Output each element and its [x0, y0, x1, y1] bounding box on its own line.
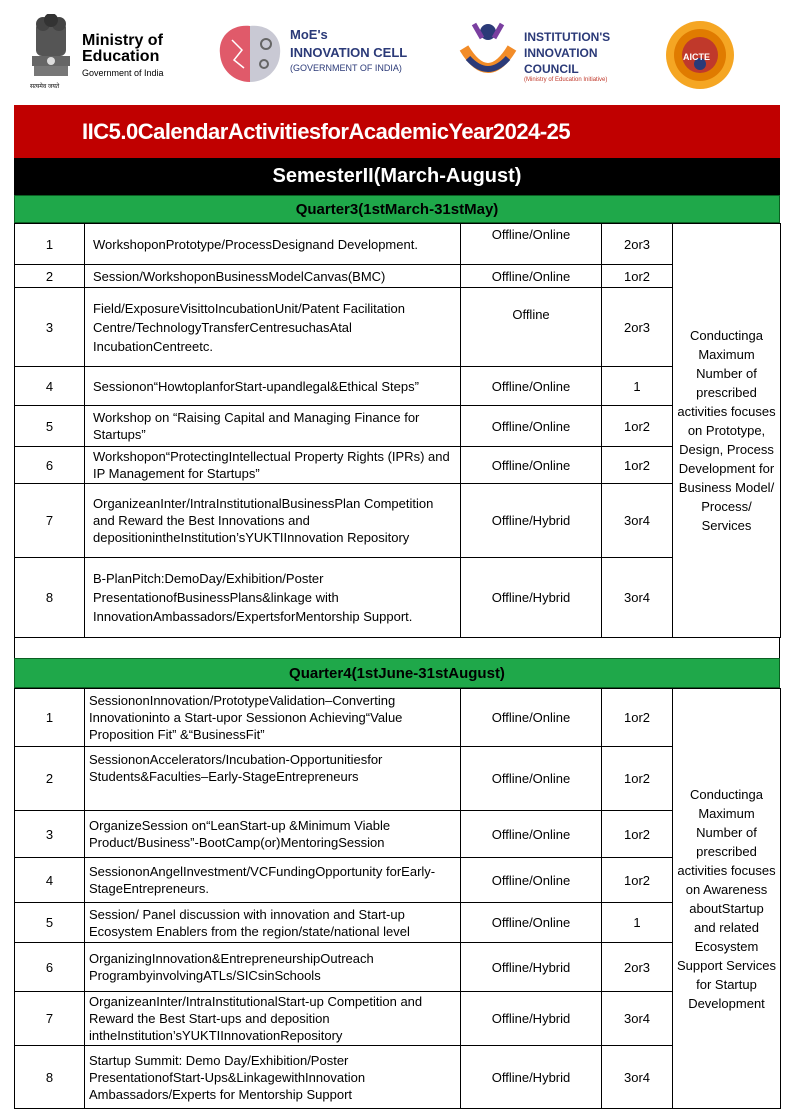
count-cell: 2or3 [602, 943, 673, 992]
semester-title: SemesterII(March-August) [272, 165, 522, 187]
iic-line2: INNOVATION [524, 46, 598, 60]
count-cell: 1or2 [602, 406, 673, 447]
row-number: 3 [15, 811, 85, 858]
row-number: 6 [15, 447, 85, 484]
row-number: 3 [15, 288, 85, 367]
activity-cell: Session/WorkshoponBusinessModelCanvas(BMC) [85, 265, 461, 288]
row-number: 7 [15, 484, 85, 558]
mode-cell: Offline/Hybrid [461, 484, 602, 558]
section-spacer [14, 638, 780, 658]
table-row [15, 689, 781, 747]
activity-cell: SessiononInnovation/PrototypeValidation–Converting Innovationinto a Start-upor Sessionon Achieving“Value Proposition Fit” &“BusinessFit” [85, 689, 461, 747]
iic-line4: (Ministry of Education Initiative) [524, 77, 608, 83]
mode-cell: Offline/Hybrid [461, 1046, 602, 1109]
row-number: 4 [15, 367, 85, 406]
row-number: 4 [15, 858, 85, 903]
ministry-subtitle: Government of India [82, 68, 164, 78]
activity-cell: OrganizingInnovation&EntrepreneurshipOutreach ProgrambyinvolvingATLs/SICsinSchools [85, 943, 461, 992]
mode-cell: Offline/Hybrid [461, 992, 602, 1046]
quarter3-table [14, 223, 781, 638]
activity-cell: SessiononAccelerators/Incubation-Opportunitiesfor Students&Faculties–Early-StageEntrepreneurs [85, 747, 461, 811]
ministry-title: Ministry of Education [82, 32, 163, 65]
mode-cell: Offline/Online [461, 747, 602, 811]
activity-cell: B-PlanPitch:DemoDay/Exhibition/Poster PresentationofBusinessPlans&linkage with InnovationAmbassadors/ExpertsforMentorship Support. [85, 558, 461, 638]
innovation-cell-line3: (GOVERNMENT OF INDIA) [290, 63, 402, 73]
quarter4-banner [14, 658, 780, 688]
innovation-cell-line1: MoE's [290, 27, 328, 42]
emblem-caption: सत्यमेव जयते [30, 84, 60, 90]
table-row [15, 903, 781, 943]
count-cell: 1or2 [602, 689, 673, 747]
innovation-cell-line2: INNOVATION CELL [290, 45, 408, 60]
row-number: 2 [15, 265, 85, 288]
row-number: 6 [15, 943, 85, 992]
count-cell: 1or2 [602, 265, 673, 288]
count-cell: 3or4 [602, 558, 673, 638]
count-cell: 1 [602, 903, 673, 943]
mode-cell: Offline/Online [461, 265, 602, 288]
mode-cell: Offline/Online [461, 903, 602, 943]
table-row [15, 288, 781, 367]
activity-cell: Workshopon“ProtectingIntellectual Property Rights (IPRs) and IP Management for Startups” [85, 447, 461, 484]
aicte-label: AICTE [683, 52, 710, 62]
table-row [15, 811, 781, 858]
activity-cell: Startup Summit: Demo Day/Exhibition/Poster PresentationofStart-Ups&LinkagewithInnovation Ambassadors/Experts for Mentorship Support [85, 1046, 461, 1109]
table-row [15, 992, 781, 1046]
table-row [15, 406, 781, 447]
row-number: 8 [15, 1046, 85, 1109]
table-row [15, 224, 781, 265]
row-number: 2 [15, 747, 85, 811]
mode-cell: Offline/Hybrid [461, 943, 602, 992]
mode-cell: Offline/Online [461, 858, 602, 903]
activity-cell: OrganizeanInter/IntraInstitutionalBusinessPlan Competition and Reward the Best Innovations and depositionintheInstitution’sYUKTIInnovation Repository [85, 484, 461, 558]
mode-cell: Offline/Online [461, 689, 602, 747]
national-emblem-icon [26, 14, 76, 88]
count-cell: 3or4 [602, 484, 673, 558]
activity-cell: OrganizeanInter/IntraInstitutionalStart-up Competition and Reward the Best Start-ups and deposition intheInstitution’sYUKTIInnovationRepository [85, 992, 461, 1046]
iic-line3: COUNCIL [524, 62, 579, 76]
mode-cell: Offline/Online [461, 811, 602, 858]
table-row [15, 447, 781, 484]
row-number: 1 [15, 689, 85, 747]
table-row [15, 484, 781, 558]
count-cell: 1 [602, 367, 673, 406]
page-title: IIC5.0CalendarActivitiesforAcademicYear2024-25 [82, 118, 571, 144]
activity-cell: Session/ Panel discussion with innovation and Start-up Ecosystem Enablers from the region/state/national level [85, 903, 461, 943]
quarter3-banner [14, 195, 780, 223]
activity-cell: WorkshoponPrototype/ProcessDesignand Development. [85, 224, 461, 265]
count-cell: 2or3 [602, 288, 673, 367]
table-row [15, 265, 781, 288]
activity-cell: SessiononAngelInvestment/VCFundingOpportunity forEarly-StageEntrepreneurs. [85, 858, 461, 903]
table-row [15, 1046, 781, 1109]
row-number: 5 [15, 406, 85, 447]
innovation-cell-brain-icon [212, 20, 288, 90]
table-row [15, 367, 781, 406]
table-row [15, 943, 781, 992]
quarter4-table [14, 688, 781, 1109]
semester-banner [14, 158, 780, 195]
quarter3-focus-note: Conductinga Maximum Number of prescribed activities focuses on Prototype, Design, Process Development for Business Model/ Process/ Services [673, 224, 781, 638]
count-cell: 1or2 [602, 447, 673, 484]
row-number: 8 [15, 558, 85, 638]
table-row [15, 558, 781, 638]
mode-cell: Offline/Online [461, 224, 602, 265]
title-banner [14, 105, 780, 158]
iic-logo-icon [454, 18, 522, 90]
activity-cell: OrganizeSession on“LeanStart-up &Minimum Viable Product/Business”-BootCamp(or)MentoringSession [85, 811, 461, 858]
row-number: 1 [15, 224, 85, 265]
activity-cell: Field/ExposureVisittoIncubationUnit/Patent Facilitation Centre/TechnologyTransferCentresuchasAtal IncubationCentreetc. [85, 288, 461, 367]
mode-cell: Offline/Online [461, 447, 602, 484]
table-row [15, 747, 781, 811]
row-number: 5 [15, 903, 85, 943]
count-cell: 3or4 [602, 1046, 673, 1109]
quarter3-heading: Quarter3(1stMarch-31stMay) [295, 200, 499, 218]
activity-cell: Workshop on “Raising Capital and Managing Finance for Startups” [85, 406, 461, 447]
mode-cell: Offline/Hybrid [461, 558, 602, 638]
mode-cell: Offline [461, 288, 602, 367]
mode-cell: Offline/Online [461, 406, 602, 447]
count-cell: 1or2 [602, 747, 673, 811]
count-cell: 3or4 [602, 992, 673, 1046]
count-cell: 1or2 [602, 811, 673, 858]
table-row [15, 858, 781, 903]
row-number: 7 [15, 992, 85, 1046]
logo-strip [0, 0, 792, 104]
quarter4-focus-note: Conductinga Maximum Number of prescribed activities focuses on Awareness aboutStartup and related Ecosystem Support Services for Startup Development [673, 689, 781, 1109]
iic-line1: INSTITUTION'S [524, 30, 611, 44]
mode-cell: Offline/Online [461, 367, 602, 406]
activity-cell: Sessionon“HowtoplanforStart-upandlegal&Ethical Steps” [85, 367, 461, 406]
count-cell: 2or3 [602, 224, 673, 265]
count-cell: 1or2 [602, 858, 673, 903]
quarter4-heading: Quarter4(1stJune-31stAugust) [289, 664, 505, 682]
